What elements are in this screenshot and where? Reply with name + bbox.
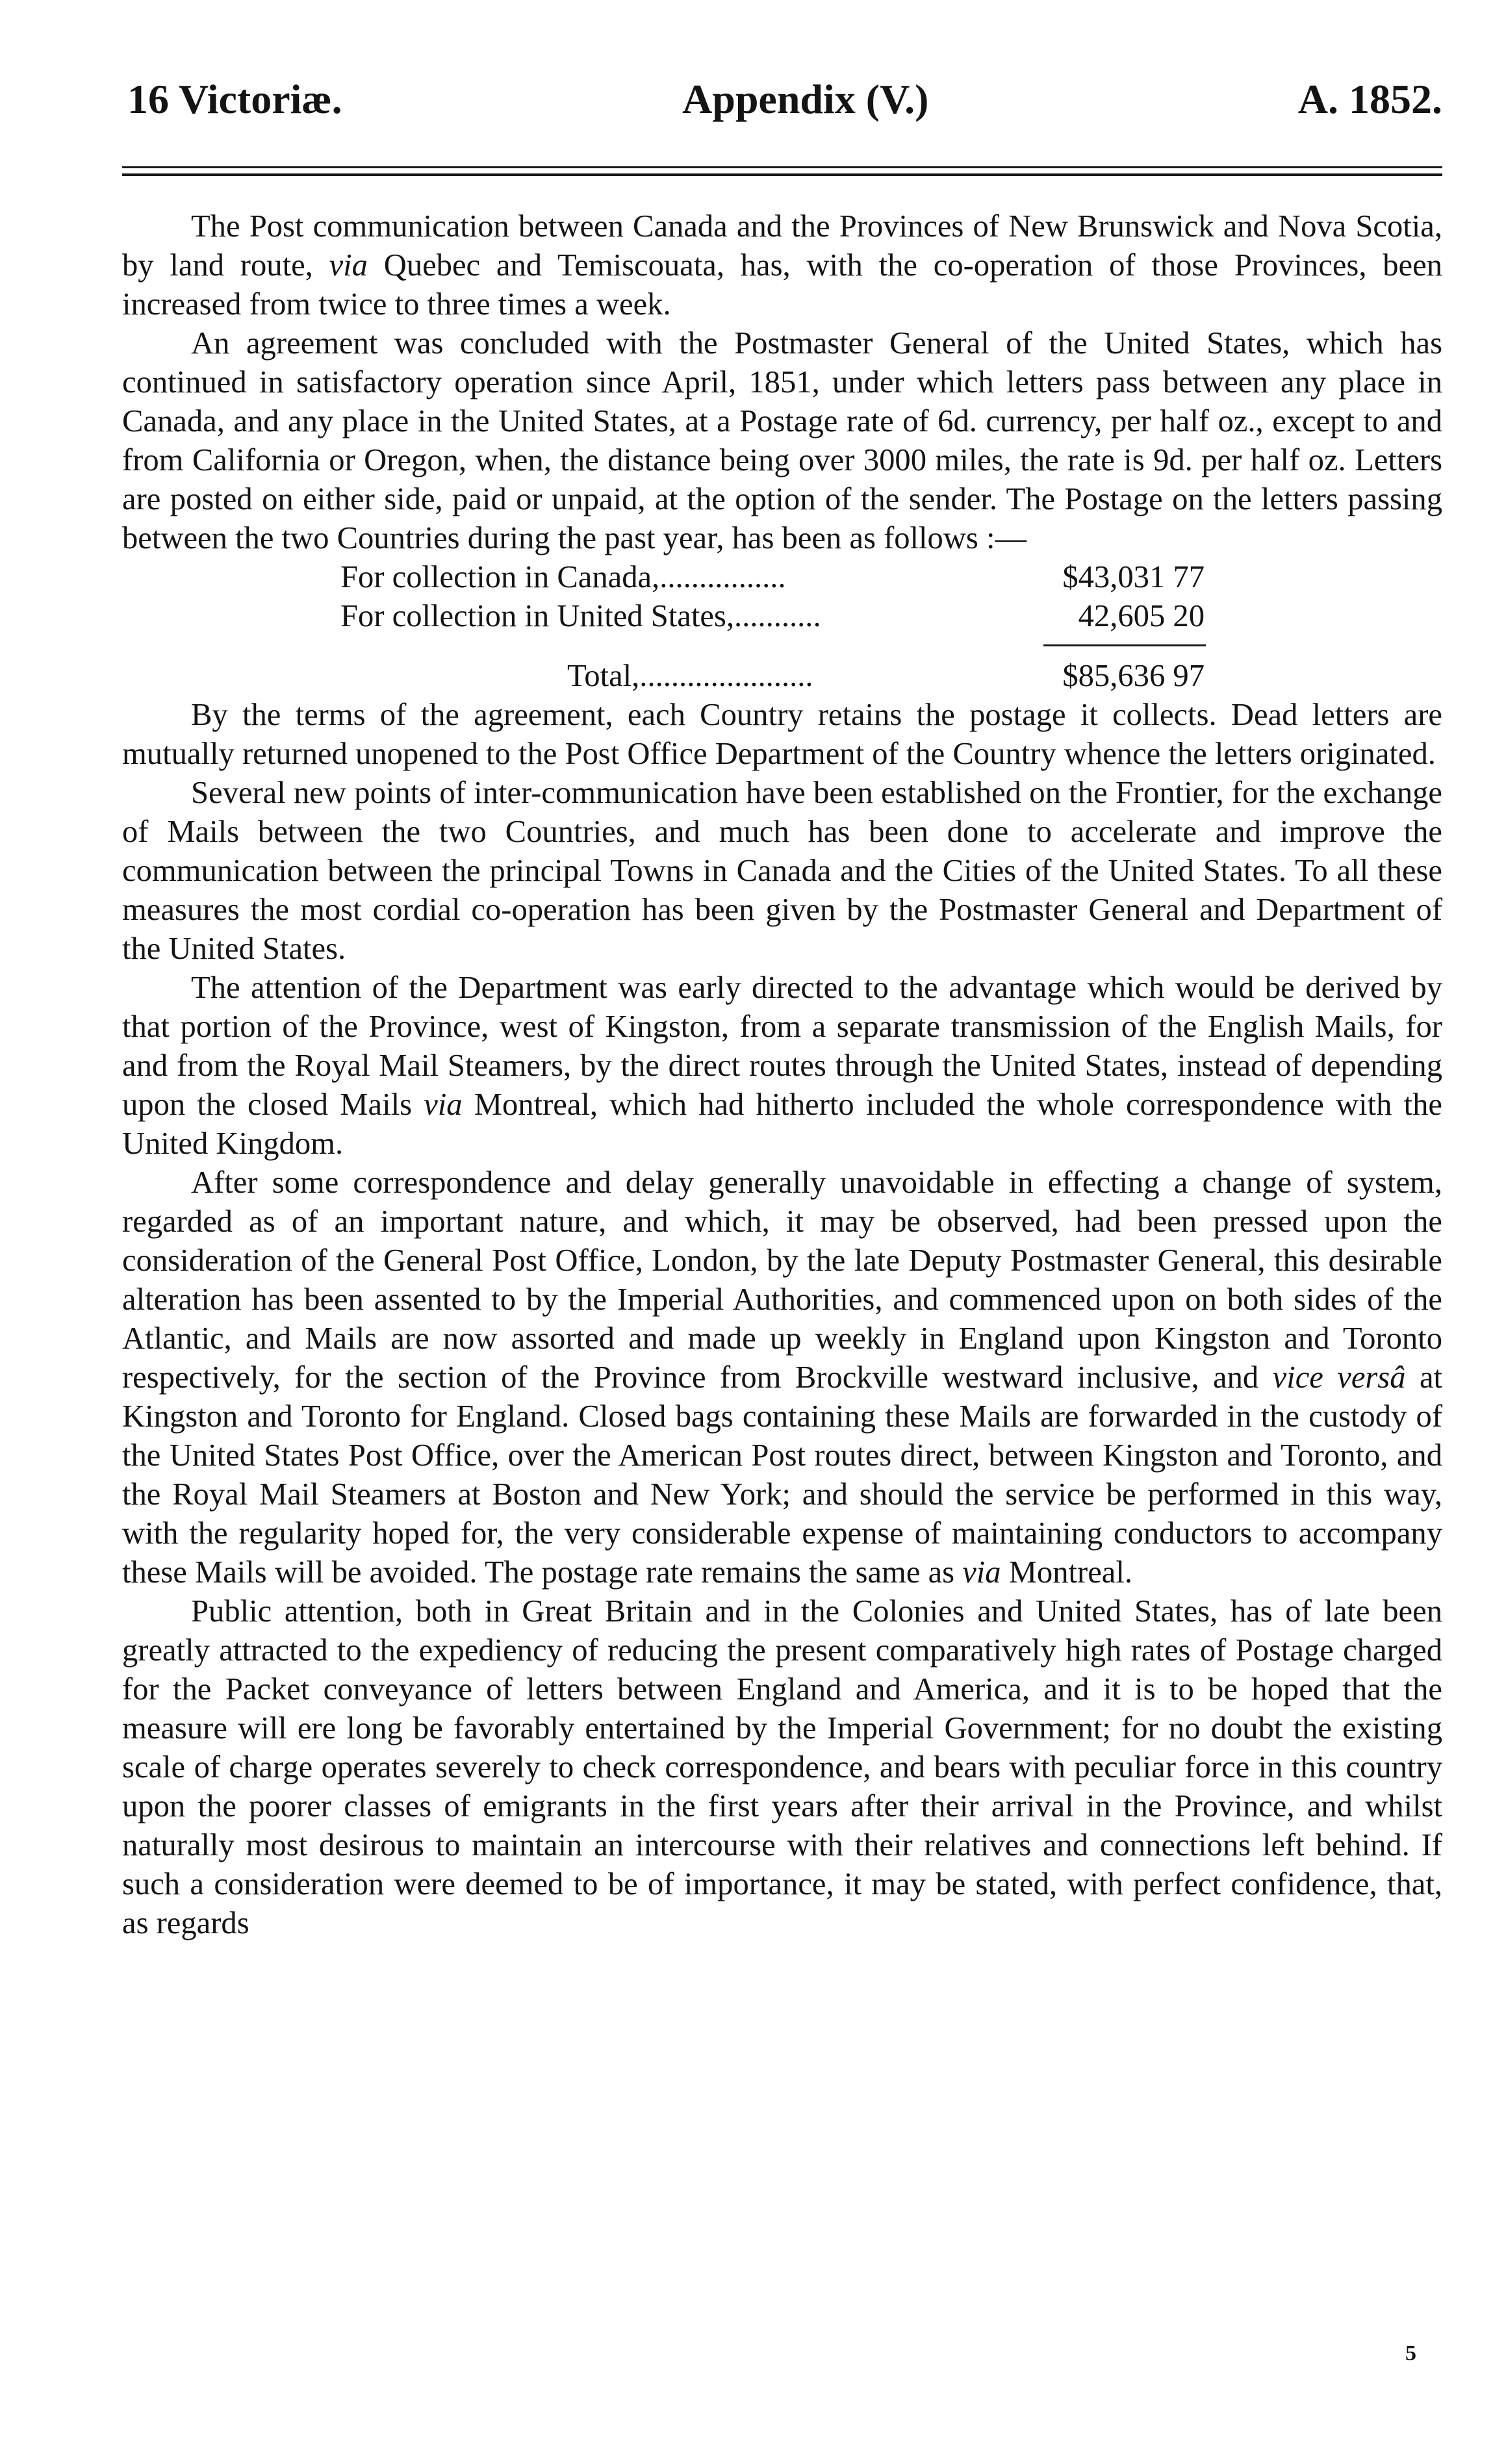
- paragraph-text: Montreal, which had hitherto included the whole correspondence with the United Kingdom.: [122, 1087, 1442, 1161]
- postage-amount: $43,031 77: [1062, 559, 1205, 594]
- postage-total-amount: $85,636 97: [1062, 658, 1205, 693]
- postage-total-label: Total,......................: [567, 658, 813, 693]
- postage-row-canada: [122, 557, 1442, 596]
- header-rule-thin: [122, 166, 1442, 168]
- paragraph-us-agreement: An agreement was concluded with the Postmaster General of the United States, which has continued in satisfactory operation since April, 1851, under which letters pass between any place in Canada, and any place in the United States, at a Postage rate of 6d. currency, per half oz., except to and from California or Oregon, when, the distance being over 3000 miles, the rate is 9d. per half oz. Letters are posted on either side, paid or unpaid, at the option of the sender. The Postage on the letters passing between the two Countries during the past year, has been as follows :—: [122, 325, 1442, 555]
- postage-label: For collection in United States,...........: [340, 598, 821, 633]
- paragraph-text: Quebec and Temiscouata, has, with the co-operation of those Provinces, been increased from twice to three times a week.: [122, 248, 1442, 322]
- italic-vice-versa: vice versâ: [1272, 1360, 1406, 1395]
- header-session: 16 Victoriæ.: [127, 76, 342, 122]
- italic-via: via: [329, 248, 368, 283]
- postage-row-united-states: [122, 596, 1442, 635]
- italic-via: via: [962, 1555, 1001, 1590]
- body-text: [122, 207, 1442, 1942]
- paragraph-text: After some correspondence and delay generally unavoidable in effecting a change of system, regarded as of an important nature, and which, it may be observed, had been pressed upon the consideration of the General Post Office, London, by the late Deputy Postmaster General, this desirable alteration has been assented to by the Imperial Authorities, and commenced upon on both sides of the Atlantic, and Mails are now assorted and made up weekly in England upon Kingston and Toronto respectively, for the section of the Province from Brockville westward inclusive, and: [122, 1165, 1442, 1395]
- italic-via: via: [424, 1087, 463, 1122]
- header-rule-thick: [122, 173, 1442, 176]
- paragraph-system-change: [122, 1163, 1442, 1592]
- postage-row-total: [122, 656, 1442, 695]
- paragraph-public-attention: Public attention, both in Great Britain and in the Colonies and United States, has of late been greatly attracted to the expediency of reducing the present comparatively high rates of Postage charged for the Packet conveyance of letters between England and America, and it is to be hoped that the measure will ere long be favorably entertained by the Imperial Government; for no doubt the existing scale of charge operates severely to check correspondence, and bears with peculiar force in this country upon the poorer classes of emigrants in the first years after their arrival in the Province, and whilst naturally most desirous to maintain an intercourse with their relatives and connections left behind. If such a consideration were deemed to be of importance, it may be stated, with perfect confidence, that, as regards: [122, 1594, 1442, 1940]
- document-page: [122, 0, 1442, 2464]
- paragraph-text: The Post communication between Canada and the Provinces of New Brunswick and Nova Scotia, by land route,: [122, 209, 1442, 283]
- paragraph-text: at Kingston and Toronto for England. Closed bags containing these Mails are forwarded in the custody of the United States Post Office, over the American Post routes direct, between Kingston and Toronto, and the Royal Mail Steamers at Boston and New York; and should the service be performed in this way, with the regularity hoped for, the very considerable expense of maintaining conductors to accompany these Mails will be avoided. The postage rate remains the same as: [122, 1360, 1443, 1590]
- paragraph-text: Montreal.: [1001, 1555, 1132, 1590]
- sum-rule: [122, 635, 1442, 656]
- postage-table: [122, 557, 1442, 695]
- paragraph-english-mails: [122, 968, 1442, 1163]
- header-year: A. 1852.: [1297, 76, 1442, 122]
- postage-amount: 42,605 20: [1078, 598, 1205, 633]
- paragraph-terms: By the terms of the agreement, each Country retains the postage it collects. Dead letters are mutually returned unopened to the Post Office Department of the Country whence the letters originated.: [122, 697, 1442, 771]
- paragraph-text: The attention of the Department was early directed to the advantage which would be derived by that portion of the Province, west of Kingston, from a separate transmission of the English Mails, for and from the Royal Mail Steamers, by the direct routes through the United States, instead of depending upon the closed Mails: [122, 970, 1442, 1122]
- paragraph-inter-communication: Several new points of inter-communication have been established on the Frontier, for the exchange of Mails between the two Countries, and much has been done to accelerate and improve the communication between the principal Towns in Canada and the Cities of the United States. To all these measures the most cordial co-operation has been given by the Postmaster General and Department of the United States.: [122, 775, 1442, 966]
- postage-label: For collection in Canada,................: [340, 559, 786, 594]
- page-number: 5: [1405, 2341, 1416, 2365]
- paragraph-land-route: [122, 207, 1442, 324]
- sum-rule-line: [1043, 644, 1206, 646]
- header-appendix: Appendix (V.): [682, 76, 929, 122]
- running-header: [122, 70, 1442, 129]
